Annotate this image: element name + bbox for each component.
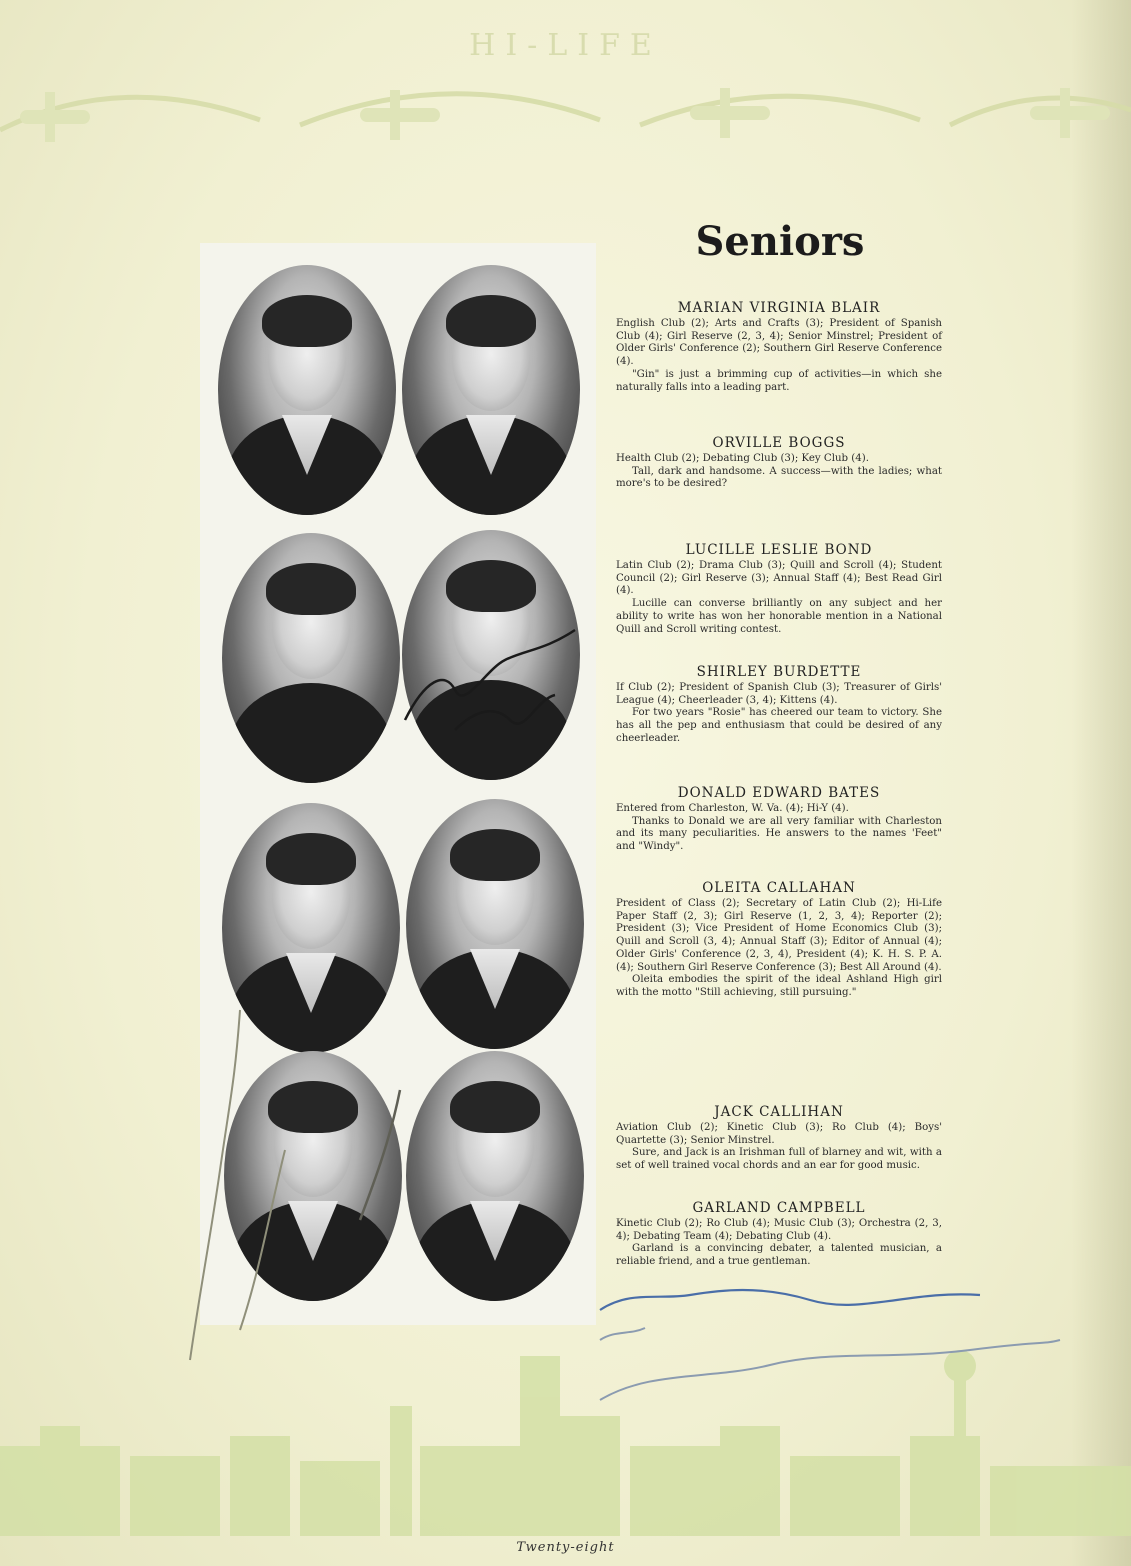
senior-activities: Entered from Charleston, W. Va. (4); Hi-Y (4). [616,803,849,814]
senior-entry [616,435,942,491]
senior-activities: Kinetic Club (2); Ro Club (4); Music Club (3); Orchestra (2, 3, 4); Debating Team (4); Debating Club (4). [616,1218,942,1242]
portrait-photo [224,1051,402,1301]
senior-name: JACK CALLIHAN [714,1104,844,1120]
senior-entry [616,664,942,746]
senior-activities: President of Class (2); Secretary of Latin Club (2); Hi-Life Paper Staff (2, 3); Girl Reserve (1, 2, 3, 4); Reporter (2); President (3); Vice President of Home Economics Club (3); Quill and Scroll (3, 4); Annual Staff (3); Editor of Annual (4); Older Girls' Conference (2, 3, 4), President (4); K. H. S. P. A. (4); Southern Girl Reserve Conference (3); Best All Around (4). [616,898,942,973]
header-title: HI-LIFE [469,28,662,63]
senior-entry [616,1200,942,1269]
senior-entry [616,542,942,636]
page-number: Twenty-eight [516,1540,615,1555]
senior-activities: If Club (2); President of Spanish Club (3); Treasurer of Girls' League (4); Cheerleader (3, 4); Kittens (4). [616,682,942,706]
airplane-icons [20,88,1110,142]
senior-activities: Aviation Club (2); Kinetic Club (3); Ro Club (4); Boys' Quartette (3); Senior Minstrel. [616,1122,942,1146]
senior-name: LUCILLE LESLIE BOND [685,542,873,558]
senior-entry [616,785,942,854]
senior-activities: English Club (2); Arts and Crafts (3); President of Spanish Club (4); Girl Reserve (2, 3, 4); Senior Minstrel; President of Older Girls' Conference (2); Southern Girl Reserve Conference (4). [616,318,942,368]
senior-entry [616,1104,942,1173]
senior-blurb: Lucille can converse brilliantly on any subject and her ability to write has won her honorable mention in a National Quill and Scroll writing contest. [616,598,942,635]
portrait-photo [218,265,396,515]
senior-blurb: For two years "Rosie" has cheered our team to victory. She has all the pep and enthusiasm that could be desired of any cheerleader. [616,707,942,744]
senior-entry [616,880,942,1000]
airplane-border-art [0,70,1131,170]
senior-name: GARLAND CAMPBELL [692,1200,866,1216]
senior-blurb: Tall, dark and handsome. A success—with the ladies; what more's to be desired? [616,465,942,490]
senior-name: OLEITA CALLAHAN [702,880,856,896]
section-title: Seniors [695,218,865,265]
senior-name: ORVILLE BOGGS [712,435,846,451]
portrait-photo [406,1051,584,1301]
city-skyline-art [0,1336,1131,1536]
portrait-photo [406,799,584,1049]
senior-blurb: Oleita embodies the spirit of the ideal Ashland High girl with the motto "Still achieving, still pursuing." [616,974,942,998]
portrait-photo [402,265,580,515]
senior-blurb: Sure, and Jack is an Irishman full of blarney and wit, with a set of well trained vocal chords and an ear for good music. [616,1147,942,1172]
portrait-photo [222,803,400,1053]
senior-name: DONALD EDWARD BATES [677,785,881,801]
senior-entry [616,300,942,394]
senior-activities: Latin Club (2); Drama Club (3); Quill and Scroll (4); Student Council (2); Girl Reserve (3); Annual Staff (4); Best Read Girl (4). [616,560,942,597]
senior-blurb: Garland is a convincing debater, a talented musician, a reliable friend, and a true gentleman. [616,1243,942,1268]
senior-name: SHIRLEY BURDETTE [696,664,862,680]
senior-blurb: "Gin" is just a brimming cup of activities—in which she naturally falls into a leading part. [616,368,942,393]
portrait-panel [200,243,596,1325]
senior-activities: Health Club (2); Debating Club (3); Key Club (4). [616,453,869,464]
page-edge-shadow [1071,0,1131,1566]
portrait-photo [222,533,400,783]
portrait-photo [402,530,580,780]
senior-blurb: Thanks to Donald we are all very familiar with Charleston and its many peculiarities. He answers to the names 'Feet" and "Windy". [616,815,942,853]
senior-name: MARIAN VIRGINIA BLAIR [677,300,881,316]
